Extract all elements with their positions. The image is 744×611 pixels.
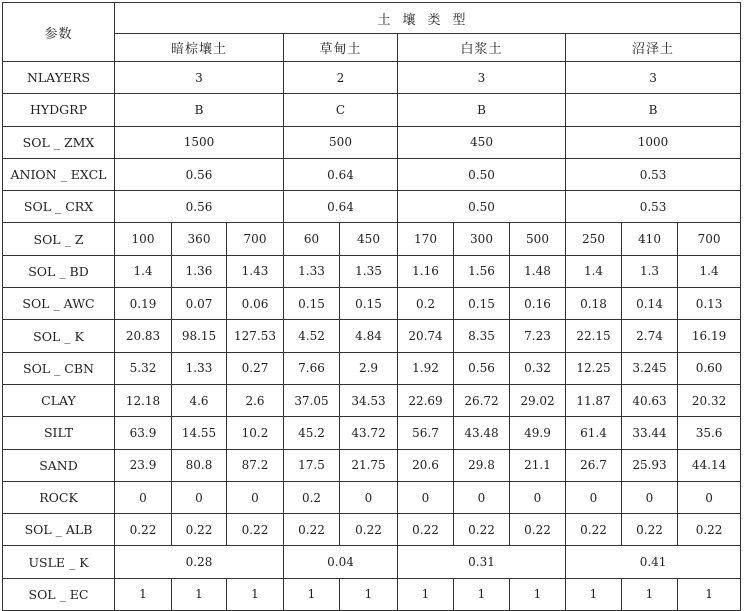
value-cell: 10.2 [227, 417, 284, 449]
value-cell: 26.72 [454, 384, 510, 416]
value-cell: 0.22 [340, 514, 398, 546]
value-cell: B [115, 94, 284, 126]
value-cell: 1.43 [227, 255, 284, 287]
value-cell: 500 [284, 126, 398, 158]
value-cell: 7.66 [284, 352, 340, 384]
value-cell: 127.53 [227, 320, 284, 352]
value-cell: 1.33 [172, 352, 227, 384]
value-cell: 1 [115, 578, 172, 610]
value-cell: 49.9 [510, 417, 566, 449]
value-cell: 1.92 [398, 352, 454, 384]
value-cell: 63.9 [115, 417, 172, 449]
value-cell: 0 [678, 481, 741, 513]
value-cell: 0.07 [172, 288, 227, 320]
value-cell: 61.4 [566, 417, 622, 449]
value-cell: 0.14 [622, 288, 678, 320]
value-cell: 0.31 [398, 546, 566, 578]
param-name-cell: SOL _ CBN [3, 352, 115, 384]
table-row [3, 449, 741, 481]
value-cell: B [398, 94, 566, 126]
value-cell: 0.22 [227, 514, 284, 546]
value-cell: 0 [622, 481, 678, 513]
value-cell: 21.75 [340, 449, 398, 481]
value-cell: 22.15 [566, 320, 622, 352]
value-cell: 4.84 [340, 320, 398, 352]
table-row [3, 514, 741, 546]
value-cell: 1 [678, 578, 741, 610]
table-row [3, 255, 741, 287]
soil-type-header: 白浆土 [398, 34, 566, 62]
value-cell: 0.60 [678, 352, 741, 384]
table-row [3, 578, 741, 610]
value-cell: 0.22 [678, 514, 741, 546]
value-cell: 0 [340, 481, 398, 513]
value-cell: 1.35 [340, 255, 398, 287]
value-cell: 170 [398, 223, 454, 255]
value-cell: 12.18 [115, 384, 172, 416]
value-cell: 0 [510, 481, 566, 513]
soil-type-header: 沼泽土 [566, 34, 741, 62]
param-name-cell: SOL _ K [3, 320, 115, 352]
value-cell: 35.6 [678, 417, 741, 449]
value-cell: 0.16 [510, 288, 566, 320]
value-cell: 1.33 [284, 255, 340, 287]
value-cell: 3.245 [622, 352, 678, 384]
value-cell: 1.3 [622, 255, 678, 287]
value-cell: 2.9 [340, 352, 398, 384]
value-cell: 0.27 [227, 352, 284, 384]
value-cell: 3 [398, 62, 566, 94]
param-name-cell: SOL _ EC [3, 578, 115, 610]
value-cell: 0.22 [454, 514, 510, 546]
value-cell: 0.22 [172, 514, 227, 546]
table-row [3, 417, 741, 449]
value-cell: C [284, 94, 398, 126]
value-cell: 11.87 [566, 384, 622, 416]
value-cell: 0.50 [398, 191, 566, 223]
value-cell: 0.22 [115, 514, 172, 546]
value-cell: 7.23 [510, 320, 566, 352]
value-cell: 12.25 [566, 352, 622, 384]
value-cell: 26.7 [566, 449, 622, 481]
value-cell: 1.4 [566, 255, 622, 287]
soil-type-header: 暗棕壤土 [115, 34, 284, 62]
value-cell: 100 [115, 223, 172, 255]
value-cell: 21.1 [510, 449, 566, 481]
value-cell: 40.63 [622, 384, 678, 416]
value-cell: 0.41 [566, 546, 741, 578]
table-row [3, 126, 741, 158]
value-cell: 80.8 [172, 449, 227, 481]
value-cell: 1 [622, 578, 678, 610]
value-cell: 0.53 [566, 158, 741, 190]
value-cell: 20.6 [398, 449, 454, 481]
param-name-cell: SOL _ ALB [3, 514, 115, 546]
table-body [3, 3, 741, 611]
value-cell: 0.18 [566, 288, 622, 320]
value-cell: 98.15 [172, 320, 227, 352]
value-cell: 1.4 [678, 255, 741, 287]
value-cell: 500 [510, 223, 566, 255]
table-row [3, 384, 741, 416]
value-cell: 0.22 [510, 514, 566, 546]
soil-parameter-table [2, 2, 741, 611]
value-cell: 87.2 [227, 449, 284, 481]
value-cell: 300 [454, 223, 510, 255]
value-cell: 0.28 [115, 546, 284, 578]
value-cell: 1 [284, 578, 340, 610]
table-row [3, 94, 741, 126]
value-cell: 0.06 [227, 288, 284, 320]
param-name-cell: SOL _ CRX [3, 191, 115, 223]
param-name-cell: SOL _ Z [3, 223, 115, 255]
table-row [3, 320, 741, 352]
value-cell: 1 [172, 578, 227, 610]
param-name-cell: SAND [3, 449, 115, 481]
param-name-cell: HYDGRP [3, 94, 115, 126]
value-cell: 0 [115, 481, 172, 513]
value-cell: 0.50 [398, 158, 566, 190]
param-name-cell: USLE _ K [3, 546, 115, 578]
value-cell: 45.2 [284, 417, 340, 449]
value-cell: 1.36 [172, 255, 227, 287]
param-name-cell: ROCK [3, 481, 115, 513]
value-cell: 1 [398, 578, 454, 610]
soil-type-group-header: 土壤类型 [115, 3, 741, 34]
value-cell: 0.15 [284, 288, 340, 320]
value-cell: 2.6 [227, 384, 284, 416]
value-cell: 1500 [115, 126, 284, 158]
value-cell: 700 [227, 223, 284, 255]
value-cell: 0 [566, 481, 622, 513]
value-cell: 22.69 [398, 384, 454, 416]
param-column-header: 参数 [3, 3, 115, 62]
value-cell: 0.56 [115, 158, 284, 190]
value-cell: 56.7 [398, 417, 454, 449]
value-cell: 43.48 [454, 417, 510, 449]
value-cell: 0.32 [510, 352, 566, 384]
value-cell: 1.16 [398, 255, 454, 287]
value-cell: 43.72 [340, 417, 398, 449]
table-row [3, 481, 741, 513]
value-cell: 37.05 [284, 384, 340, 416]
value-cell: 29.8 [454, 449, 510, 481]
value-cell: 450 [340, 223, 398, 255]
value-cell: 4.6 [172, 384, 227, 416]
value-cell: 1.4 [115, 255, 172, 287]
param-name-cell: SOL _ BD [3, 255, 115, 287]
value-cell: 17.5 [284, 449, 340, 481]
value-cell: B [566, 94, 741, 126]
value-cell: 0.22 [566, 514, 622, 546]
value-cell: 0.56 [454, 352, 510, 384]
value-cell: 1 [227, 578, 284, 610]
value-cell: 0.15 [340, 288, 398, 320]
value-cell: 2 [284, 62, 398, 94]
value-cell: 0.64 [284, 191, 398, 223]
value-cell: 20.83 [115, 320, 172, 352]
value-cell: 1 [566, 578, 622, 610]
value-cell: 0.04 [284, 546, 398, 578]
value-cell: 0 [227, 481, 284, 513]
value-cell: 25.93 [622, 449, 678, 481]
value-cell: 0 [454, 481, 510, 513]
value-cell: 2.74 [622, 320, 678, 352]
table-row [3, 223, 741, 255]
value-cell: 3 [566, 62, 741, 94]
value-cell: 0.19 [115, 288, 172, 320]
value-cell: 0.15 [454, 288, 510, 320]
value-cell: 450 [398, 126, 566, 158]
value-cell: 33.44 [622, 417, 678, 449]
value-cell: 1.48 [510, 255, 566, 287]
table-row [3, 191, 741, 223]
value-cell: 0.13 [678, 288, 741, 320]
table-row [3, 546, 741, 578]
table-row [3, 352, 741, 384]
value-cell: 360 [172, 223, 227, 255]
header-row-1 [3, 3, 741, 34]
value-cell: 250 [566, 223, 622, 255]
value-cell: 1 [510, 578, 566, 610]
table-row [3, 62, 741, 94]
value-cell: 0.64 [284, 158, 398, 190]
value-cell: 60 [284, 223, 340, 255]
value-cell: 4.52 [284, 320, 340, 352]
value-cell: 23.9 [115, 449, 172, 481]
value-cell: 34.53 [340, 384, 398, 416]
value-cell: 0.53 [566, 191, 741, 223]
value-cell: 3 [115, 62, 284, 94]
value-cell: 0.2 [398, 288, 454, 320]
value-cell: 5.32 [115, 352, 172, 384]
value-cell: 0 [398, 481, 454, 513]
value-cell: 0.22 [398, 514, 454, 546]
value-cell: 29.02 [510, 384, 566, 416]
param-name-cell: SILT [3, 417, 115, 449]
value-cell: 16.19 [678, 320, 741, 352]
param-name-cell: NLAYERS [3, 62, 115, 94]
param-name-cell: CLAY [3, 384, 115, 416]
value-cell: 0 [172, 481, 227, 513]
value-cell: 700 [678, 223, 741, 255]
value-cell: 1 [454, 578, 510, 610]
value-cell: 20.74 [398, 320, 454, 352]
table-row [3, 158, 741, 190]
param-name-cell: SOL _ ZMX [3, 126, 115, 158]
value-cell: 1 [340, 578, 398, 610]
value-cell: 1.56 [454, 255, 510, 287]
value-cell: 0.2 [284, 481, 340, 513]
value-cell: 44.14 [678, 449, 741, 481]
value-cell: 0.22 [284, 514, 340, 546]
value-cell: 14.55 [172, 417, 227, 449]
param-name-cell: ANION _ EXCL [3, 158, 115, 190]
value-cell: 0.22 [622, 514, 678, 546]
value-cell: 8.35 [454, 320, 510, 352]
soil-type-header: 草甸土 [284, 34, 398, 62]
value-cell: 0.56 [115, 191, 284, 223]
table-row [3, 288, 741, 320]
param-name-cell: SOL _ AWC [3, 288, 115, 320]
value-cell: 410 [622, 223, 678, 255]
value-cell: 20.32 [678, 384, 741, 416]
value-cell: 1000 [566, 126, 741, 158]
